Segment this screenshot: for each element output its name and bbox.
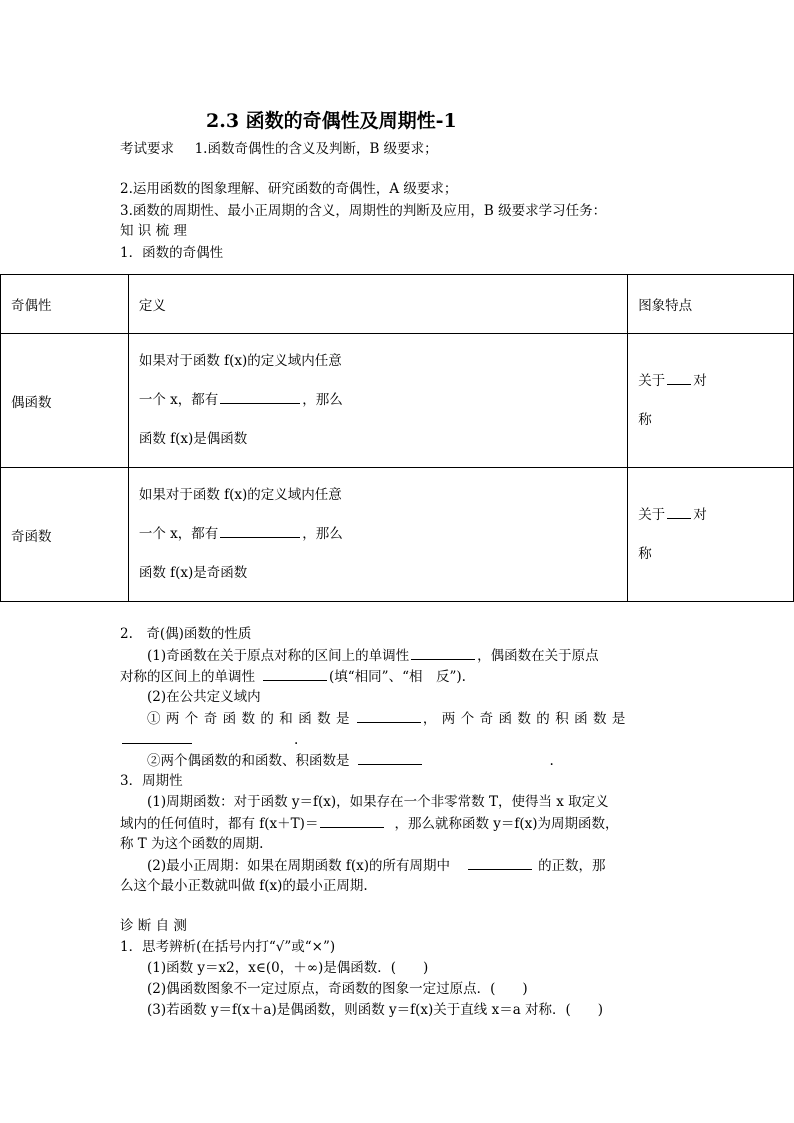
paragraph-text: ①两个奇函数的和函数是 [147,711,355,727]
paragraph-line [147,646,599,665]
paragraph-text: 的正数，那 [538,858,606,874]
definition-line: 如果对于函数 f(x)的定义域内任意 [138,353,342,369]
paragraph-line [147,709,631,728]
paragraph-line [120,667,466,686]
definition-line: 函数 f(x)是偶函数 [138,431,248,447]
row-name: 偶函数 [1,334,129,468]
definition-line: 函数 f(x)是奇函数 [138,565,248,581]
graph-feature-text: 对 [693,506,707,523]
fill-blank [357,709,421,723]
requirements-line-1 [120,140,438,158]
paragraph-line [120,814,619,833]
parity-table [0,274,794,602]
graph-feature-cell [628,468,794,602]
definition-line: 如果对于函数 f(x)的定义域内任意 [138,487,342,503]
subsection-heading-2: 2. 奇(偶)函数的性质 [120,626,252,642]
row-name: 奇函数 [1,468,129,602]
requirement-item: 3.函数的周期性、最小正周期的含义，周期性的判断及应用，B 级要求学习任务： [120,203,607,219]
section-knowledge-heading: 知 识 梳 理 [120,223,187,239]
paragraph-text: (2)最小正周期：如果在周期函数 f(x)的所有周期中 [147,858,451,874]
graph-feature-text: 关于 [638,506,666,523]
paragraph-text: . [294,732,299,748]
paragraph-line [147,751,554,770]
graph-feature-text: 对 [693,372,707,389]
paragraph-text: . [549,753,554,769]
table-header-cell: 奇偶性 [1,275,129,334]
question-heading: 1．思考辨析(在括号内打“√”或“×”) [120,939,336,955]
requirement-item: 1.函数奇偶性的含义及判断，B 级要求； [194,141,438,157]
fill-blank [320,814,384,828]
graph-feature-line: 称 [638,411,652,428]
fill-blank [411,646,475,660]
paragraph-text: 域内的任何值时，都有 f(x＋T)＝ [120,816,319,832]
fill-blank [220,524,300,538]
paragraph-line: 么这个最小正数就叫做 f(x)的最小正周期. [120,878,368,894]
fill-blank [468,856,532,870]
table-row [1,468,794,602]
definition-line [139,515,617,554]
graph-feature-cell [628,334,794,468]
page-title: 2.3 函数的奇偶性及周期性-1 [206,110,457,132]
table-header-row [1,275,794,334]
fill-blank [122,730,192,744]
section-test-heading: 诊 断 自 测 [120,918,187,934]
definition-text: 一个 x，都有 [138,526,219,542]
fill-blank [667,371,691,385]
requirement-item: 2.运用函数的图象理解、研究函数的奇偶性，A 级要求； [120,181,458,197]
paragraph-line [147,856,606,875]
question-item: (2)偶函数图象不一定过原点，奇函数的图象一定过原点．( ) [147,981,528,997]
graph-feature-line [638,362,783,401]
paragraph-text: 对称的区间上的单调性 [120,669,255,685]
requirements-label: 考试要求 [120,141,174,157]
definition-text: ，那么 [302,392,343,408]
paragraph-text: ，偶函数在关于原点 [477,648,599,664]
subsection-heading-3: 3．周期性 [120,773,183,789]
table-header-cell: 图象特点 [628,275,794,334]
definition-text: ，那么 [302,526,343,542]
paragraph-text: (填“相同”、“相 反”). [329,669,466,685]
paragraph-text: ②两个偶函数的和函数、积函数是 [147,753,350,769]
paragraph-line [120,730,298,749]
fill-blank [358,751,422,765]
definition-line [139,381,617,420]
fill-blank [263,667,327,681]
question-item: (1)函数 y＝x2，x∈(0，＋∞)是偶函数．( ) [147,960,429,976]
paragraph-line: 称 T 为这个函数的周期. [120,836,264,852]
question-item: (3)若函数 y＝f(x＋a)是偶函数，则函数 y＝f(x)关于直线 x＝a 对称．( ) [147,1002,604,1018]
paragraph-line: (1)周期函数：对于函数 y＝f(x)，如果存在一个非零常数 T，使得当 x 取定义 [147,794,609,810]
definition-cell [128,468,627,602]
paragraph-text: (1)奇函数在关于原点对称的区间上的单调性 [147,648,410,664]
definition-cell [128,334,627,468]
graph-feature-text: 关于 [638,372,666,389]
definition-text: 一个 x，都有 [138,392,219,408]
graph-feature-line: 称 [638,545,652,562]
paragraph-text: ，两个奇函数的积函数是 [422,711,631,727]
paragraph-line: (2)在公共定义域内 [147,689,261,705]
subsection-heading-1: 1．函数的奇偶性 [120,245,224,261]
table-row [1,334,794,468]
fill-blank [667,505,691,519]
table-header-cell: 定义 [128,275,627,334]
paragraph-text: ，那么就称函数 y＝f(x)为周期函数， [394,816,619,832]
graph-feature-line [638,496,783,535]
fill-blank [220,390,300,404]
